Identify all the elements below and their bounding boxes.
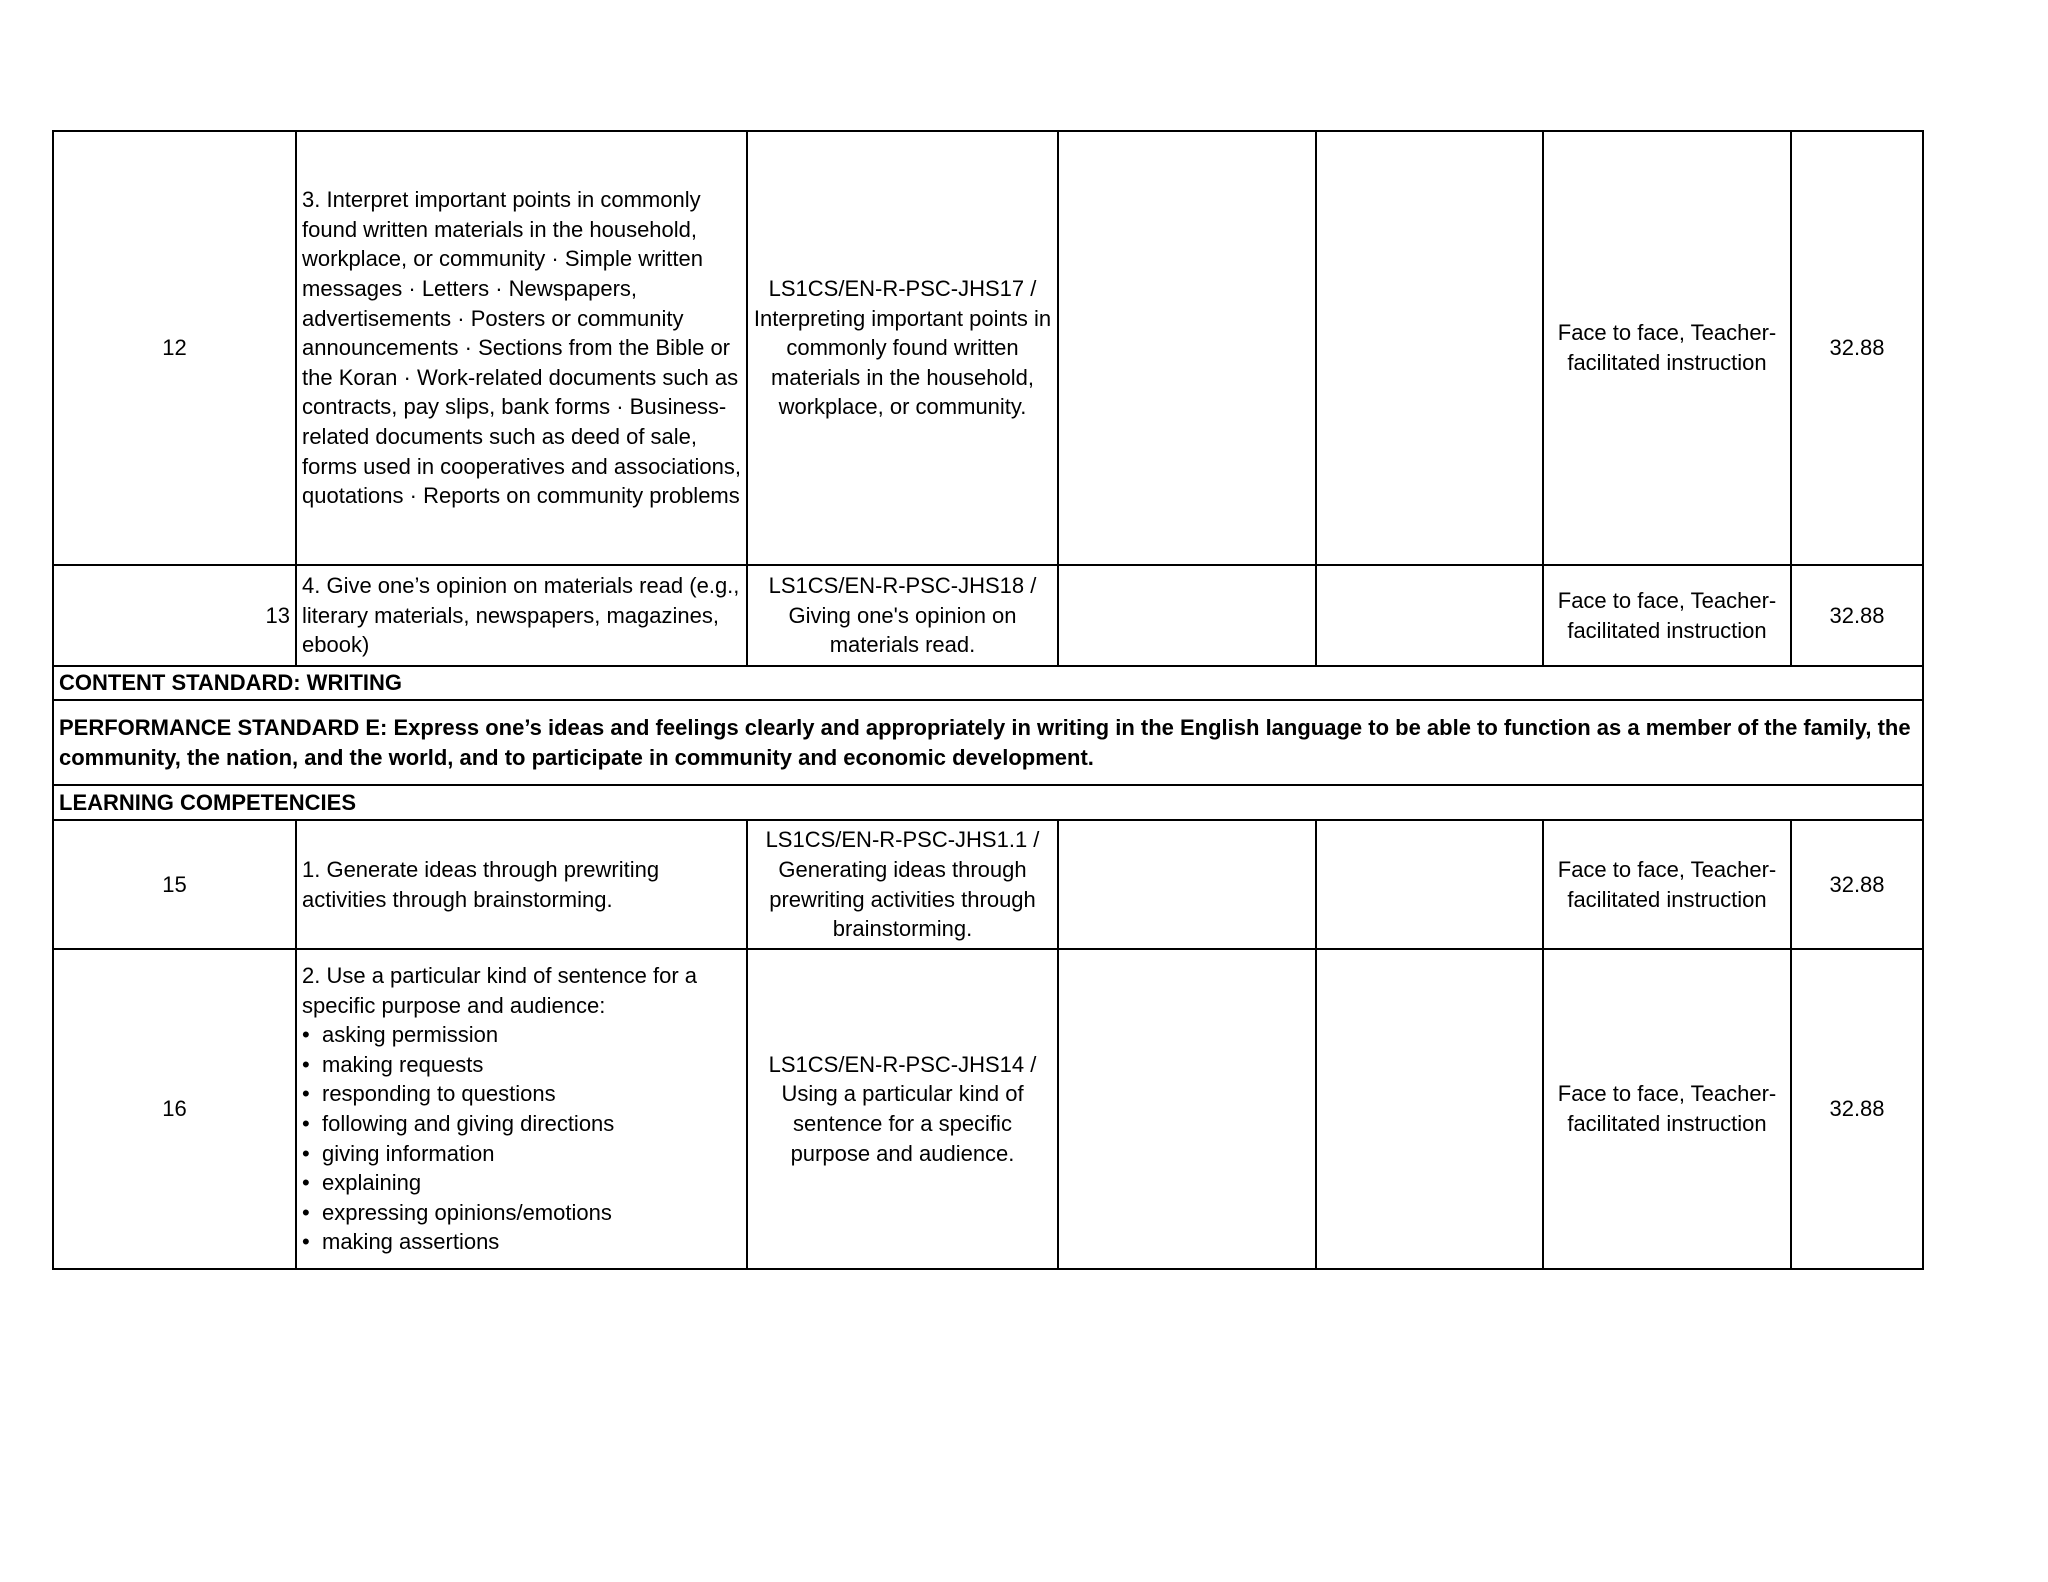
empty-cell (1316, 565, 1543, 666)
row-number: 16 (53, 949, 296, 1269)
content-standard-heading: CONTENT STANDARD: WRITING (53, 666, 1923, 700)
learning-competencies-heading: LEARNING COMPETENCIES (53, 785, 1923, 820)
empty-cell (1316, 949, 1543, 1269)
performance-standard-text: PERFORMANCE STANDARD E: Express one’s ideas and feelings clearly and appropriately in writing in the English language to be able to function as a member of the family, the community, the nation, and the world, and to participate in community and economic development. (53, 700, 1923, 785)
competency-cell: 1. Generate ideas through prewriting activities through brainstorming. (296, 820, 747, 949)
empty-cell (1058, 949, 1316, 1269)
empty-cell (1058, 820, 1316, 949)
row-number: 13 (53, 565, 296, 666)
table-row (53, 565, 1923, 666)
competency-cell: 4. Give one’s opinion on materials read (e.g., literary materials, newspapers, magazines, ebook) (296, 565, 747, 666)
list-item: • asking permission (302, 1020, 741, 1050)
table-row (53, 820, 1923, 949)
value-cell: 32.88 (1791, 131, 1923, 565)
code-cell: LS1CS/EN-R-PSC-JHS14 / Using a particular kind of sentence for a specific purpose and audience. (747, 949, 1058, 1269)
empty-cell (1316, 820, 1543, 949)
section-row (53, 666, 1923, 700)
code-cell: LS1CS/EN-R-PSC-JHS1.1 / Generating ideas through prewriting activities through brainstorming. (747, 820, 1058, 949)
empty-cell (1058, 131, 1316, 565)
list-item: • following and giving directions (302, 1109, 741, 1139)
row-number: 15 (53, 820, 296, 949)
empty-cell (1316, 131, 1543, 565)
code-cell: LS1CS/EN-R-PSC-JHS18 / Giving one's opinion on materials read. (747, 565, 1058, 666)
list-item: • explaining (302, 1168, 741, 1198)
table-row (53, 131, 1923, 565)
modality-cell: Face to face, Teacher-facilitated instruction (1543, 820, 1791, 949)
modality-cell: Face to face, Teacher-facilitated instruction (1543, 131, 1791, 565)
list-item: • making assertions (302, 1227, 741, 1257)
list-item: • giving information (302, 1139, 741, 1169)
modality-cell: Face to face, Teacher-facilitated instruction (1543, 565, 1791, 666)
modality-cell: Face to face, Teacher-facilitated instruction (1543, 949, 1791, 1269)
list-item: • responding to questions (302, 1079, 741, 1109)
competency-bullet-list (302, 1020, 741, 1257)
row-number: 12 (53, 131, 296, 565)
table-row (53, 949, 1923, 1269)
value-cell: 32.88 (1791, 565, 1923, 666)
curriculum-table (52, 130, 1924, 1270)
competency-cell: 3. Interpret important points in commonly found written materials in the household, workplace, or community · Simple written messages · Letters · Newspapers, advertisements · Posters or community announcements · Sections from the Bible or the Koran · Work-related documents such as contracts, pay slips, bank forms · Business-related documents such as deed of sale, forms used in cooperatives and associations, quotations · Reports on community problems (296, 131, 747, 565)
value-cell: 32.88 (1791, 949, 1923, 1269)
value-cell: 32.88 (1791, 820, 1923, 949)
list-item: • making requests (302, 1050, 741, 1080)
list-item: • expressing opinions/emotions (302, 1198, 741, 1228)
section-row (53, 700, 1923, 785)
code-cell: LS1CS/EN-R-PSC-JHS17 / Interpreting important points in commonly found written materials in the household, workplace, or community. (747, 131, 1058, 565)
competency-cell (296, 949, 747, 1269)
competency-intro: 2. Use a particular kind of sentence for a specific purpose and audience: (302, 963, 697, 1018)
section-row (53, 785, 1923, 820)
empty-cell (1058, 565, 1316, 666)
